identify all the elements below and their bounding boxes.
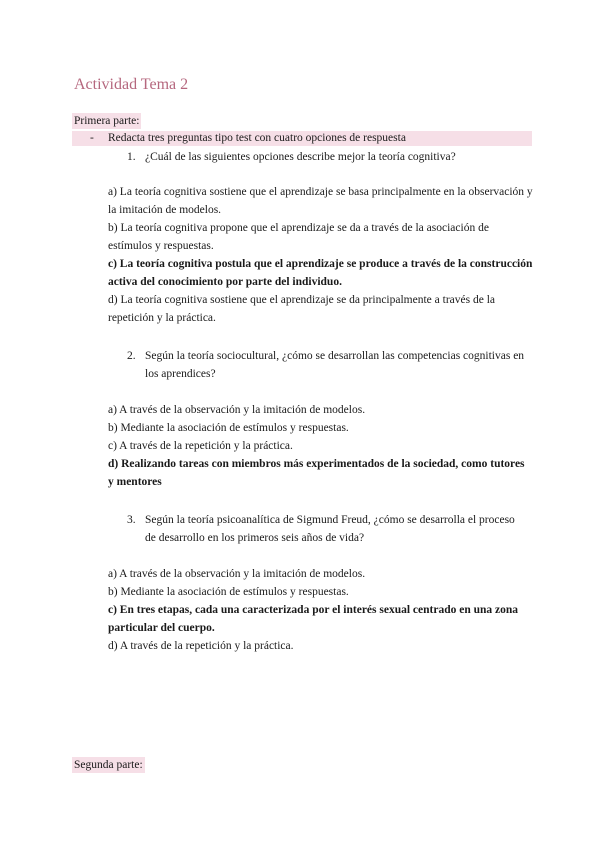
option-a: a) A través de la observación y la imitación de modelos. xyxy=(108,568,366,580)
option-d-correct: d) Realizando tareas con miembros más experimentados de la sociedad, como tutores y mentores xyxy=(108,458,525,488)
options-list-1 xyxy=(108,183,533,327)
option-b: b) Mediante la asociación de estímulos y respuestas. xyxy=(108,586,349,598)
section-label-part2: Segunda parte: xyxy=(74,759,143,771)
question-text: ¿Cuál de las siguientes opciones describe mejor la teoría cognitiva? xyxy=(145,151,456,163)
option-d: d) A través de la repetición y la práctica. xyxy=(108,640,294,652)
question-1 xyxy=(127,148,527,166)
option-c-correct: c) La teoría cognitiva postula que el aprendizaje se produce a través de la construcción activa del conocimiento por parte del individuo. xyxy=(108,258,533,288)
option-a: a) A través de la observación y la imitación de modelos. xyxy=(108,404,366,416)
option-c: c) A través de la repetición y la práctica. xyxy=(108,440,293,452)
options-list-3 xyxy=(108,565,533,655)
question-number: 2. xyxy=(127,350,136,362)
question-number: 1. xyxy=(127,151,136,163)
instruction-bullet: - xyxy=(90,132,94,144)
option-b: b) La teoría cognitiva propone que el aprendizaje se da a través de la asociación de estímulos y respuestas. xyxy=(108,222,489,252)
option-a: a) La teoría cognitiva sostiene que el aprendizaje se basa principalmente en la observación y la imitación de modelos. xyxy=(108,186,533,216)
question-2 xyxy=(127,347,527,383)
question-3 xyxy=(127,511,527,547)
section-label-part1: Primera parte: xyxy=(74,115,140,127)
question-text: Según la teoría psicoanalítica de Sigmund Freud, ¿cómo se desarrolla el proceso de desarrollo en los primeros seis años de vida? xyxy=(145,514,515,544)
option-c-correct: c) En tres etapas, cada una caracterizada por el interés sexual centrado en una zona particular del cuerpo. xyxy=(108,604,519,634)
option-b: b) Mediante la asociación de estímulos y respuestas. xyxy=(108,422,349,434)
question-text: Según la teoría sociocultural, ¿cómo se desarrollan las competencias cognitivas en los aprendices? xyxy=(145,350,525,380)
instruction-text: Redacta tres preguntas tipo test con cuatro opciones de respuesta xyxy=(108,132,406,144)
page-title: Actividad Tema 2 xyxy=(74,76,189,93)
question-number: 3. xyxy=(127,514,136,526)
option-d: d) La teoría cognitiva sostiene que el aprendizaje se da principalmente a través de la repetición y la práctica. xyxy=(108,294,495,324)
options-list-2 xyxy=(108,401,533,491)
